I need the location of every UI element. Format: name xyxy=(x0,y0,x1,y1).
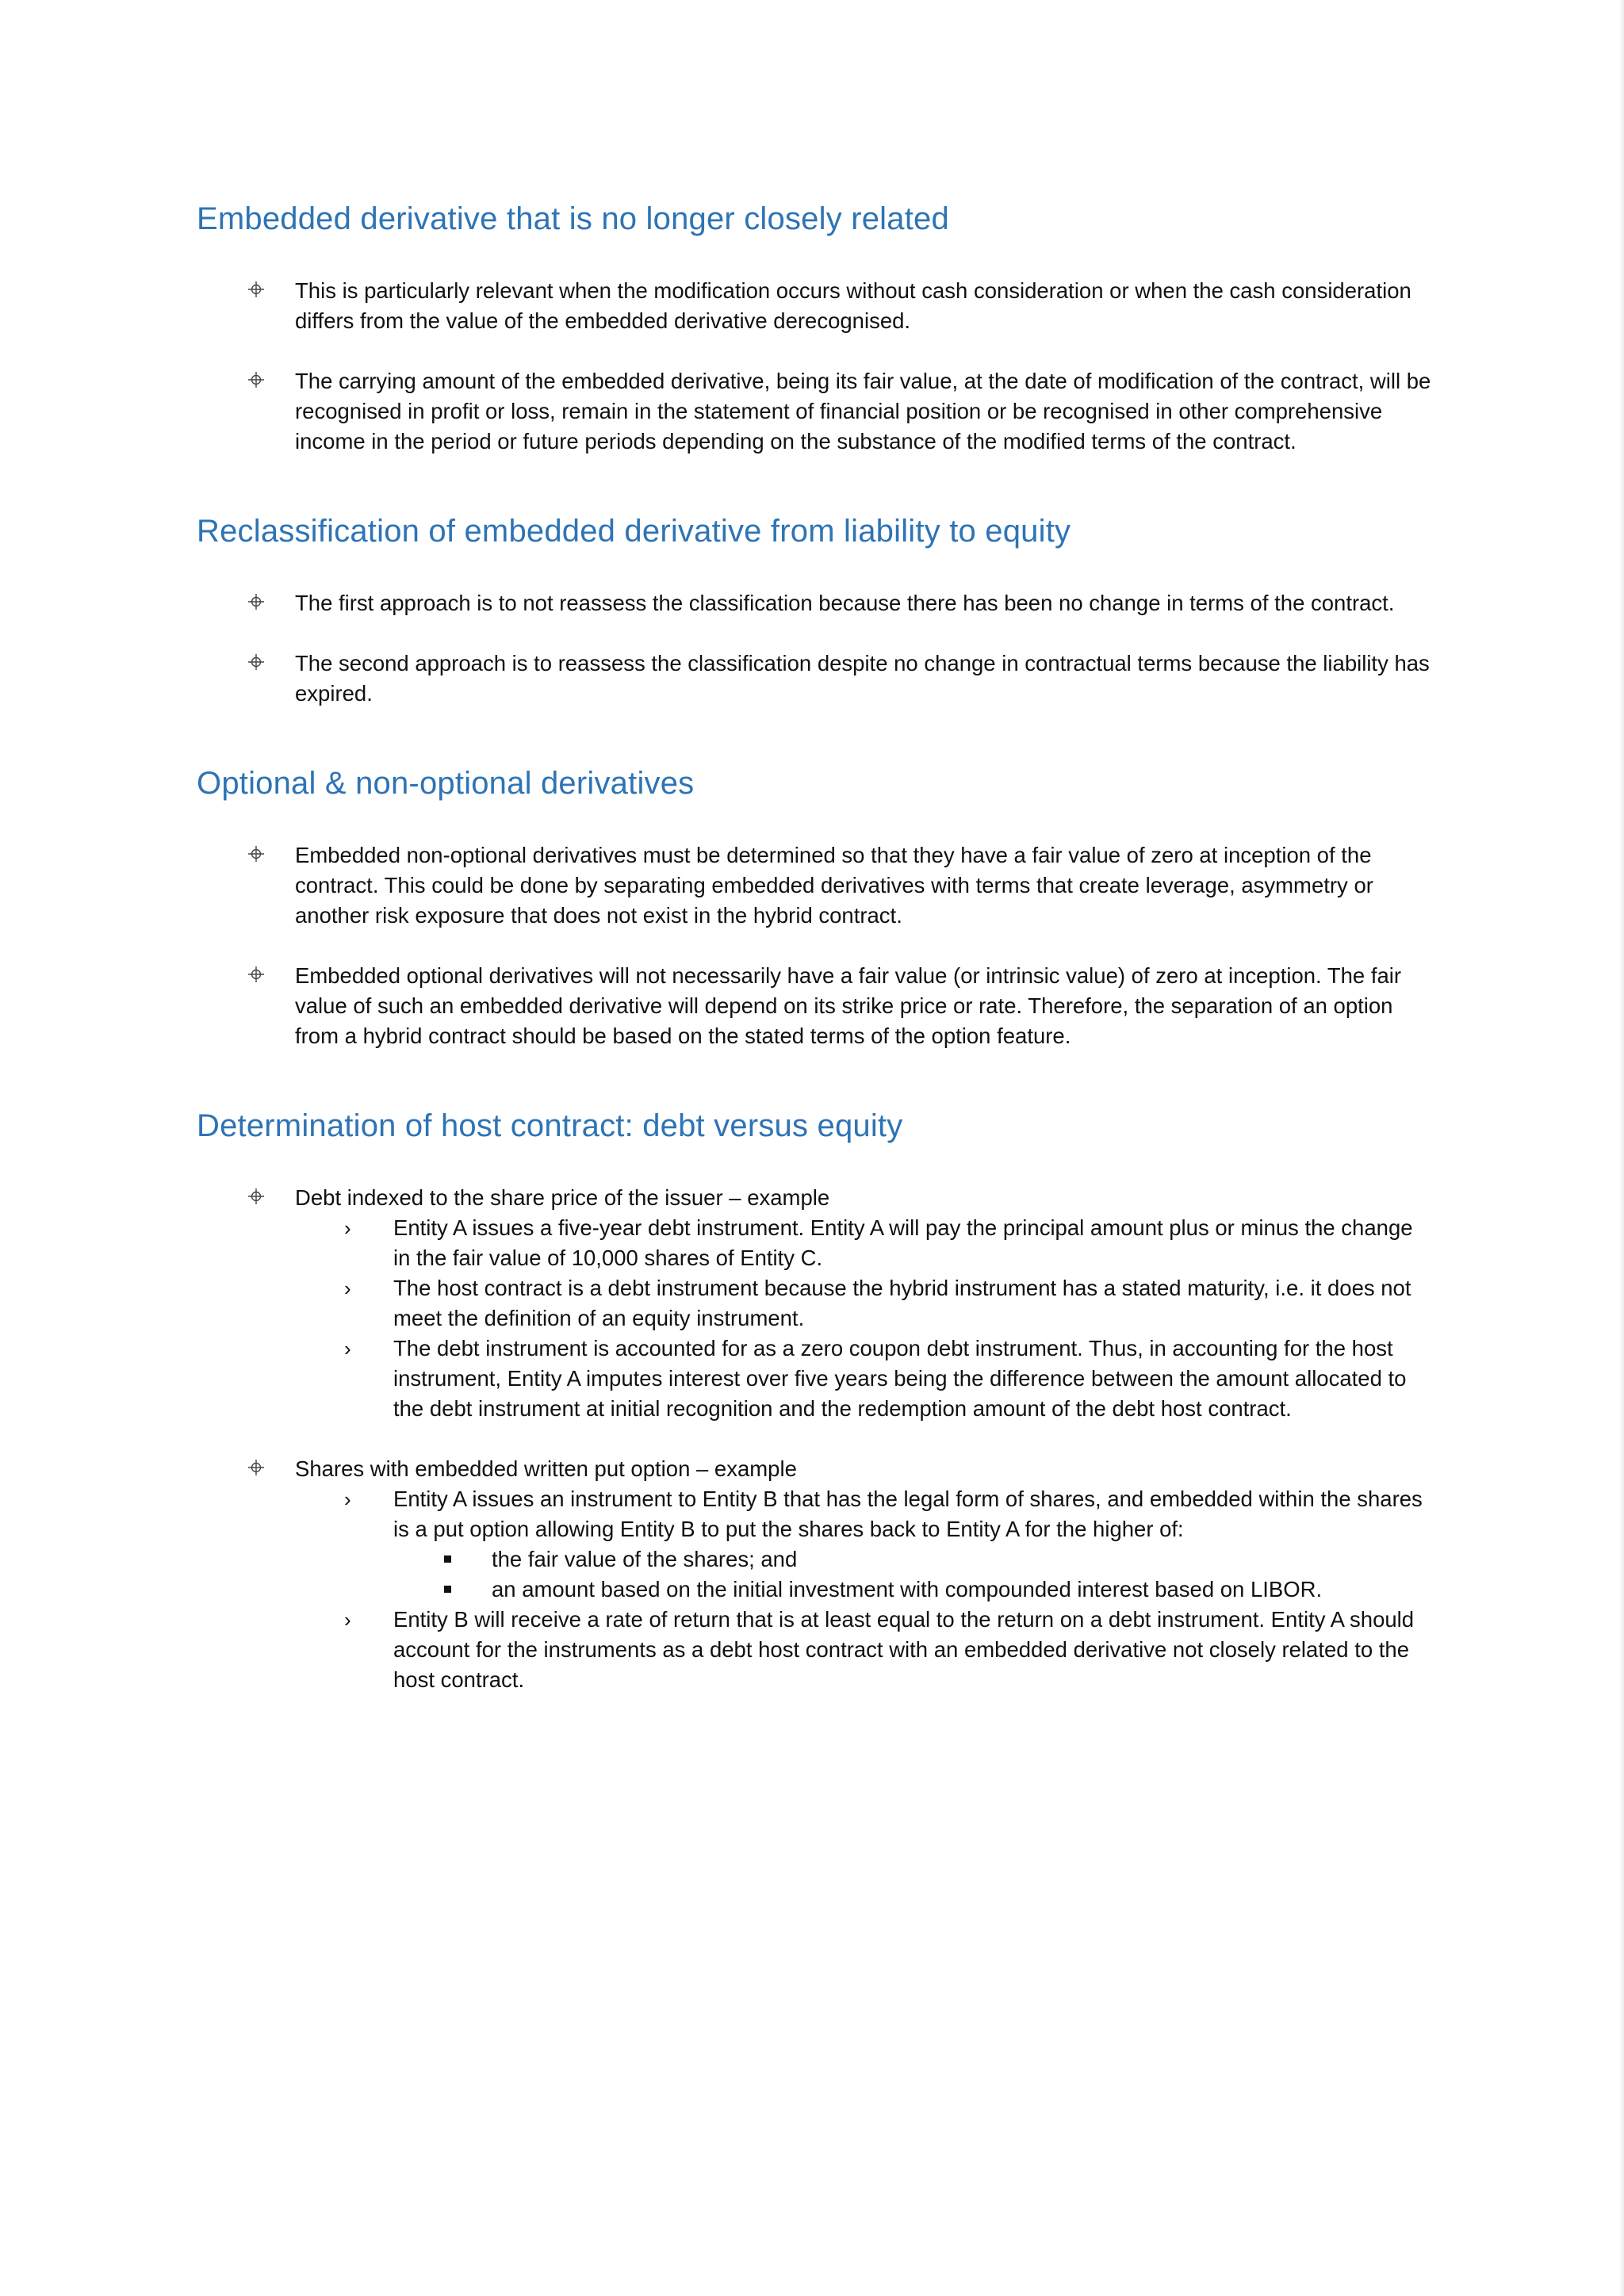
bullet-item-written-put-option-example xyxy=(197,1454,1434,1695)
section-host-contract-debt-vs-equity xyxy=(197,1104,1434,1695)
chevron-right-icon: › xyxy=(344,1608,351,1632)
sub-sub-list-item xyxy=(393,1575,1434,1605)
chevron-right-icon: › xyxy=(344,1216,351,1240)
sub-list-item xyxy=(295,1605,1434,1695)
bullet-text: Embedded non-optional derivatives must be determined so that they have a fair value of zero at inception of the contract. This could be done by separating embedded derivatives with terms that create leverage, asymmetry or another risk exposure that does not exist in the hybrid contract. xyxy=(295,843,1373,928)
sub-item-text: Entity A issues an instrument to Entity B that has the legal form of shares, and embedded within the shares is a put option allowing Entity B to put the shares back to Entity A for the higher of: xyxy=(393,1487,1423,1541)
section-embedded-derivative-no-longer-closely-related xyxy=(197,197,1434,457)
bullet-list xyxy=(197,588,1434,709)
bullet-text: Embedded optional derivatives will not necessarily have a fair value (or intrinsic value) of zero at inception. The fair value of such an embedded derivative will depend on its strike price or rate. Therefore, the separation of an option from a hybrid contract should be based on the stated terms of the option feature. xyxy=(295,963,1402,1048)
sub-sub-list-item xyxy=(393,1544,1434,1575)
bullet-list xyxy=(197,276,1434,457)
crosshair-bullet-icon xyxy=(247,371,265,388)
bullet-text: The second approach is to reassess the classification despite no change in contractual terms because the liability has expired. xyxy=(295,651,1430,706)
bullet-text: The carrying amount of the embedded derivative, being its fair value, at the date of modification of the contract, will be recognised in profit or loss, remain in the statement of financial position or be recognised in other comprehensive income in the period or future periods depending on the substance of the modified terms of the contract. xyxy=(295,369,1431,453)
page-edge-shadow xyxy=(1619,0,1624,2296)
sub-sub-list xyxy=(393,1544,1434,1605)
bullet-item xyxy=(197,588,1434,618)
bullet-list xyxy=(197,840,1434,1051)
bullet-item xyxy=(197,366,1434,457)
square-bullet-icon xyxy=(444,1556,451,1563)
document-content xyxy=(197,197,1434,1695)
bullet-text: Debt indexed to the share price of the issuer – example xyxy=(295,1185,830,1210)
section-reclassification-liability-to-equity xyxy=(197,509,1434,709)
section-optional-non-optional-derivatives xyxy=(197,761,1434,1051)
sub-list xyxy=(295,1484,1434,1695)
chevron-right-icon: › xyxy=(344,1276,351,1300)
crosshair-bullet-icon xyxy=(247,593,265,610)
sub-sub-item-text: the fair value of the shares; and xyxy=(492,1547,798,1571)
sub-list-item xyxy=(295,1213,1434,1273)
crosshair-bullet-icon xyxy=(247,845,265,863)
bullet-text: This is particularly relevant when the modification occurs without cash consideration or when the cash consideration differs from the value of the embedded derivative derecognised. xyxy=(295,278,1411,333)
section-heading: Optional & non-optional derivatives xyxy=(197,766,695,801)
bullet-item xyxy=(197,649,1434,709)
sub-list-item xyxy=(295,1334,1434,1424)
sub-list-item xyxy=(295,1273,1434,1334)
chevron-right-icon: › xyxy=(344,1487,351,1511)
crosshair-bullet-icon xyxy=(247,1188,265,1205)
crosshair-bullet-icon xyxy=(247,653,265,671)
chevron-right-icon: › xyxy=(344,1337,351,1360)
sub-item-text: The debt instrument is accounted for as a zero coupon debt instrument. Thus, in accounting for the host instrument, Entity A imputes interest over five years being the difference between the amount allocated to the debt instrument at initial recognition and the redemption amount of the debt host contract. xyxy=(393,1336,1407,1421)
crosshair-bullet-icon xyxy=(247,1459,265,1476)
section-heading: Embedded derivative that is no longer closely related xyxy=(197,201,949,236)
bullet-item-debt-indexed-example xyxy=(197,1183,1434,1424)
sub-item-text: Entity A issues a five-year debt instrument. Entity A will pay the principal amount plus or minus the change in the fair value of 10,000 shares of Entity C. xyxy=(393,1215,1413,1270)
bullet-item xyxy=(197,840,1434,931)
square-bullet-icon xyxy=(444,1586,451,1593)
sub-list-item xyxy=(295,1484,1434,1605)
crosshair-bullet-icon xyxy=(247,281,265,298)
sub-list xyxy=(295,1213,1434,1424)
crosshair-bullet-icon xyxy=(247,966,265,983)
bullet-list xyxy=(197,1183,1434,1695)
bullet-text: Shares with embedded written put option – example xyxy=(295,1456,797,1481)
sub-item-text: Entity B will receive a rate of return that is at least equal to the return on a debt instrument. Entity A should account for the instruments as a debt host contract with an embedded derivative not closely related to the host contract. xyxy=(393,1607,1415,1692)
sub-sub-item-text: an amount based on the initial investment with compounded interest based on LIBOR. xyxy=(492,1577,1323,1601)
bullet-item xyxy=(197,961,1434,1051)
bullet-text: The first approach is to not reassess the classification because there has been no change in terms of the contract. xyxy=(295,591,1395,615)
sub-item-text: The host contract is a debt instrument because the hybrid instrument has a stated maturity, i.e. it does not meet the definition of an equity instrument. xyxy=(393,1276,1411,1330)
section-heading: Determination of host contract: debt versus equity xyxy=(197,1108,903,1143)
bullet-item xyxy=(197,276,1434,336)
section-heading: Reclassification of embedded derivative from liability to equity xyxy=(197,514,1071,549)
